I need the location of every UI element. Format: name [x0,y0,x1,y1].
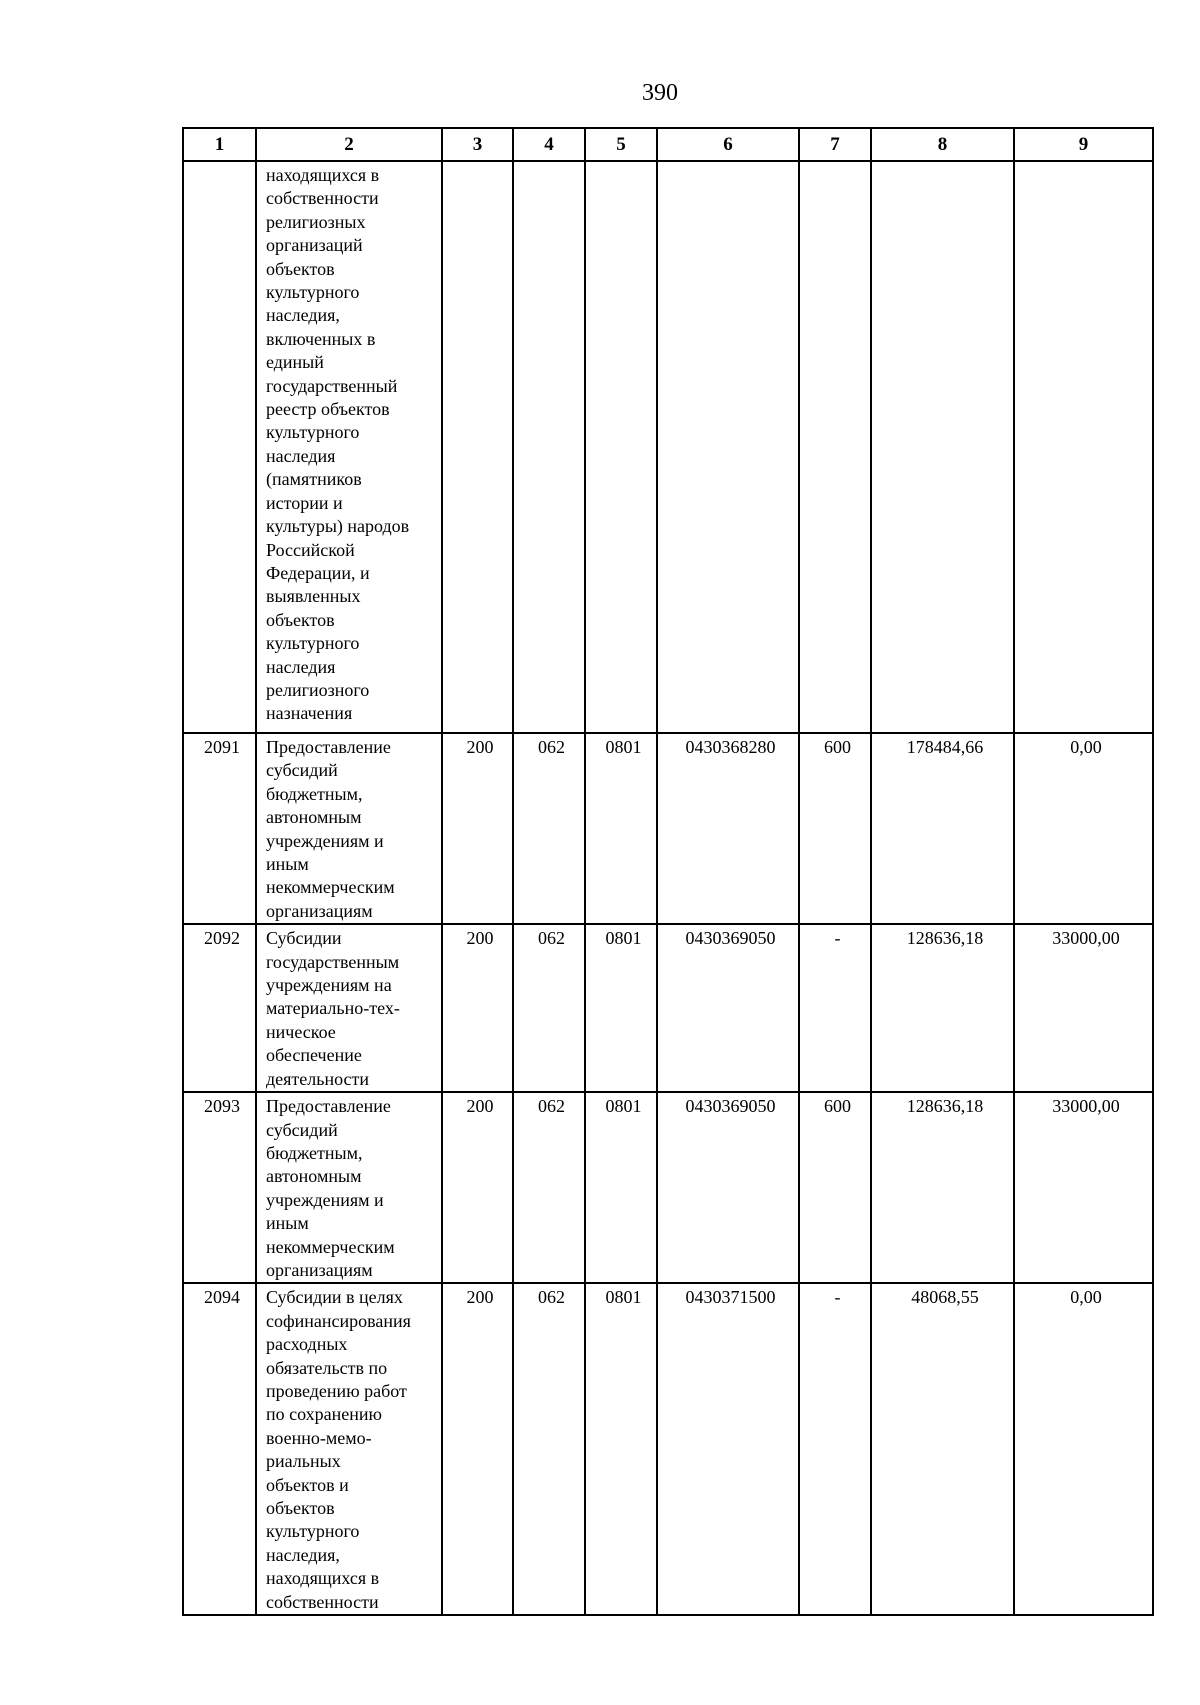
description-line: наследия, [266,1544,340,1565]
description-line: расходных [266,1334,348,1355]
row-number: 2092 [183,924,256,1092]
description-line: автономным [266,1166,362,1187]
description-cell [256,1092,442,1283]
description-line: бюджетным, [266,1142,363,1163]
row-number: 2091 [183,733,256,924]
column-header: 9 [1014,128,1153,161]
description-line: военно-мемо- [266,1427,372,1448]
description-line: выявленных [266,586,361,607]
description-line: некоммерческим [266,877,395,898]
description-line: Субсидии [266,928,342,949]
description-line: Российской [266,539,355,560]
code-cell-3: 200 [442,924,513,1092]
description-line: находящихся в [266,1568,380,1589]
description-line: иным [266,1213,309,1234]
description-line: объектов [266,609,335,630]
column-header: 7 [799,128,871,161]
code-cell-6: 0430368280 [657,733,799,924]
table-row [183,161,1153,733]
description-line: Федерации, и [266,562,370,583]
amount-cell-9 [1014,161,1153,733]
code-cell-4: 062 [513,1092,585,1283]
code-cell-5: 0801 [585,1283,657,1615]
column-header: 1 [183,128,256,161]
description-line: культуры) народов [266,516,410,537]
amount-cell-9: 33000,00 [1014,1092,1153,1283]
code-cell-7 [799,161,871,733]
description-line: ническое [266,1021,336,1042]
description-line: деятельности [266,1068,370,1089]
description-line: учреждениям на [266,975,392,996]
description-line: учреждениям и [266,1189,384,1210]
description-line: культурного [266,1521,360,1542]
amount-cell-8 [871,161,1014,733]
description-line: (памятников [266,469,362,490]
code-cell-7: 600 [799,733,871,924]
description-line: находящихся в [266,165,380,185]
column-header: 3 [442,128,513,161]
description-line: обязательств по [266,1357,388,1378]
amount-cell-9: 0,00 [1014,1283,1153,1615]
description-line: организациям [266,1259,373,1280]
description-line: Субсидии в целях [266,1287,403,1308]
code-cell-3: 200 [442,733,513,924]
description-line: объектов [266,1498,335,1518]
description-line: автономным [266,807,362,828]
code-cell-4: 062 [513,924,585,1092]
description-line: иным [266,854,309,875]
description-line: собственности [266,1591,379,1612]
code-cell-6: 0430369050 [657,1092,799,1283]
description-line: собственности [266,188,379,209]
description-line: организациям [266,900,373,921]
description-line: организаций [266,235,363,256]
code-cell-7: 600 [799,1092,871,1283]
description-line: единый [266,352,324,373]
description-line: субсидий [266,1119,338,1140]
header-row [183,128,1153,161]
description-line: истории и [266,492,343,513]
column-header: 2 [256,128,442,161]
code-cell-7: - [799,924,871,1092]
page-number: 390 [642,80,678,106]
description-line: бюджетным, [266,783,363,804]
code-cell-3: 200 [442,1283,513,1615]
description-line: объектов [266,258,335,279]
column-header: 5 [585,128,657,161]
description-line: религиозного [266,679,370,700]
table-row [183,733,1153,924]
description-line: софинансирования [266,1310,411,1331]
description-line: материально-тех- [266,998,400,1019]
amount-cell-9: 33000,00 [1014,924,1153,1092]
description-line: культурного [266,633,360,654]
code-cell-5: 0801 [585,924,657,1092]
description-line: обеспечение [266,1045,362,1066]
description-cell [256,1283,442,1615]
description-line: наследия [266,656,336,677]
column-header: 4 [513,128,585,161]
code-cell-5: 0801 [585,1092,657,1283]
description-line: учреждениям и [266,830,384,851]
description-cell [256,924,442,1092]
amount-cell-8: 48068,55 [871,1283,1014,1615]
table-row [183,1283,1153,1615]
description-line: Предоставление [266,1096,391,1117]
description-line: проведению работ [266,1380,407,1401]
description-line: наследия [266,445,336,466]
row-number [183,161,256,733]
table-row [183,924,1153,1092]
description-line: включенных в [266,328,376,349]
amount-cell-9: 0,00 [1014,733,1153,924]
code-cell-5 [585,161,657,733]
code-cell-4 [513,161,585,733]
column-header: 8 [871,128,1014,161]
code-cell-7: - [799,1283,871,1615]
code-cell-6 [657,161,799,733]
description-line: Предоставление [266,737,391,757]
description-line: культурного [266,282,360,303]
amount-cell-8: 128636,18 [871,924,1014,1092]
table-row [183,1092,1153,1283]
row-number: 2094 [183,1283,256,1615]
description-line: назначения [266,703,353,724]
amount-cell-8: 128636,18 [871,1092,1014,1283]
description-cell [256,733,442,924]
description-line: объектов и [266,1474,349,1495]
column-header: 6 [657,128,799,161]
amount-cell-8: 178484,66 [871,733,1014,924]
description-line: культурного [266,422,360,443]
description-line: некоммерческим [266,1236,395,1257]
code-cell-6: 0430369050 [657,924,799,1092]
code-cell-3 [442,161,513,733]
code-cell-4: 062 [513,1283,585,1615]
description-line: риальных [266,1451,341,1472]
description-line: по сохранению [266,1404,382,1425]
code-cell-3: 200 [442,1092,513,1283]
row-number: 2093 [183,1092,256,1283]
description-line: наследия, [266,305,340,326]
description-line: государственный [266,375,398,396]
description-line: субсидий [266,760,338,781]
code-cell-5: 0801 [585,733,657,924]
description-cell [256,161,442,733]
description-line: реестр объектов [266,399,390,420]
description-line: государственным [266,951,400,972]
description-line: религиозных [266,211,366,232]
code-cell-4: 062 [513,733,585,924]
code-cell-6: 0430371500 [657,1283,799,1615]
budget-table [182,127,1154,1616]
